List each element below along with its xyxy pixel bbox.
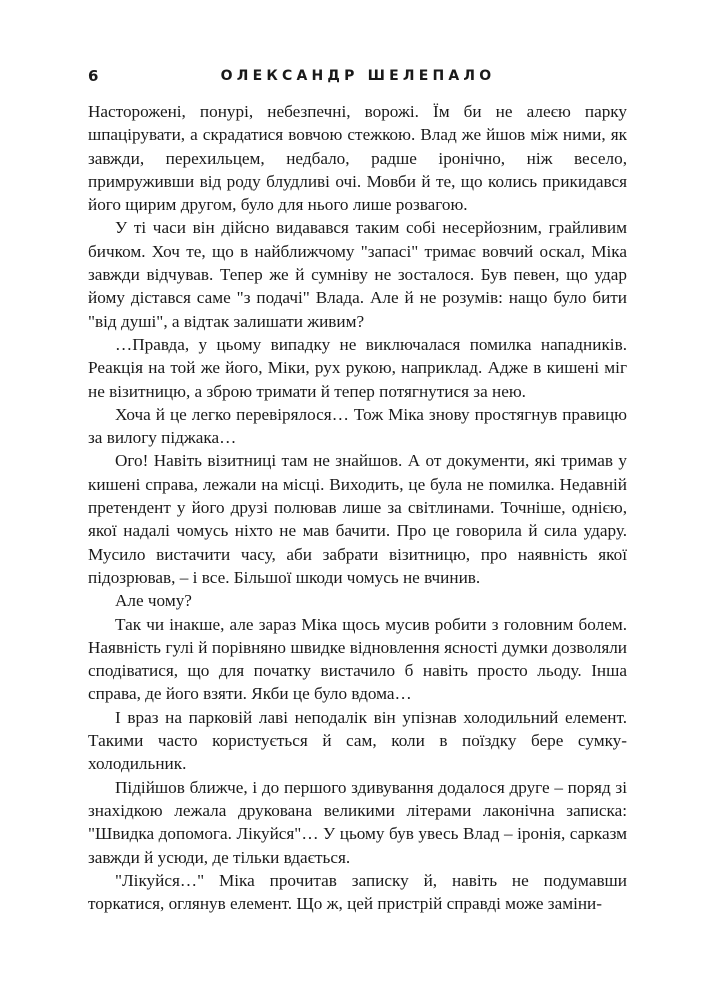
- paragraph: Але чому?: [115, 591, 192, 611]
- running-title: ОЛЕКСАНДР ШЕЛЕПАЛО: [220, 68, 496, 84]
- paragraph: Ого! Навіть візитниці там не знайшов. А от документи, які тримав у кишені справа, лежали на місці. Виходить, це була не помилка. Недавній претендент у його друзі полював лише за світлинами. Точніше, однією, якої надалі чомусь ніхто не мав бачити. Про це говорила й сила удару. Мусило вистачити часу, аби забрати візитницю, про наявність якої підозрював, – і все. Більшої шкоди чомусь не вчинив.: [88, 451, 627, 587]
- paragraph: Так чи інакше, але зараз Міка щось мусив робити з головним болем. Наявність гулі й порівняно швидке відновлення ясності думки дозволяли сподіватися, що для початку вистачило б навіть просто льоду. Інша справа, де його взяти. Якби це було вдома…: [88, 614, 627, 704]
- paragraph: Підійшов ближче, і до першого здивування додалося друге – поряд зі знахідкою лежала друкована великими літерами лаконічна записка: "Швидка допомога. Лікуйся"… У цьому був увесь Влад – іронія, сарказм завжди й усюди, де тільки вдається.: [88, 777, 627, 867]
- paragraph: Насторожені, понурі, небезпечні, ворожі. Їм би не алеєю парку шпацірувати, а скрадатися вовчою стежкою. Влад же йшов між ними, як завжди, перехильцем, недбало, радше іронічно, ніж весело, примруживши від роду блудливі очі. Мовби й те, що колись прикидався його щирим другом, було для нього лише розвагою.: [88, 102, 627, 215]
- body-text: [88, 100, 627, 915]
- paragraph: Хоча й це легко перевірялося… Тож Міка знову простягнув правицю за вилогу піджака…: [88, 404, 627, 448]
- paragraph: "Лікуйся…" Міка прочитав записку й, навіть не подумавши торкатися, оглянув елемент. Що ж, цей пристрій справді може заміни-: [88, 870, 627, 914]
- paragraph: …Правда, у цьому випадку не виключалася помилка нападників. Реакція на той же його, Міки, рух рукою, наприклад. Адже в кишені міг не візитницю, а зброю тримати й тепер потягнутися за нею.: [88, 334, 627, 401]
- page-header: [88, 66, 628, 86]
- paragraph: І враз на парковій лаві неподалік він упізнав холодильний елемент. Такими часто користується й сам, коли в поїздку бере сумку-холодильник.: [88, 707, 627, 774]
- page-number: 6: [88, 67, 99, 85]
- paragraph: У ті часи він дійсно видавався таким собі несерйозним, грайливим бичком. Хоч те, що в найближчому "запасі" тримає вовчий оскал, Міка завжди відчував. Тепер же й сумніву не зосталося. Був певен, що удар йому дістався саме "з подачі" Влада. Але й не розумів: нащо було бити "від душі", а відтак залишати живим?: [88, 218, 627, 331]
